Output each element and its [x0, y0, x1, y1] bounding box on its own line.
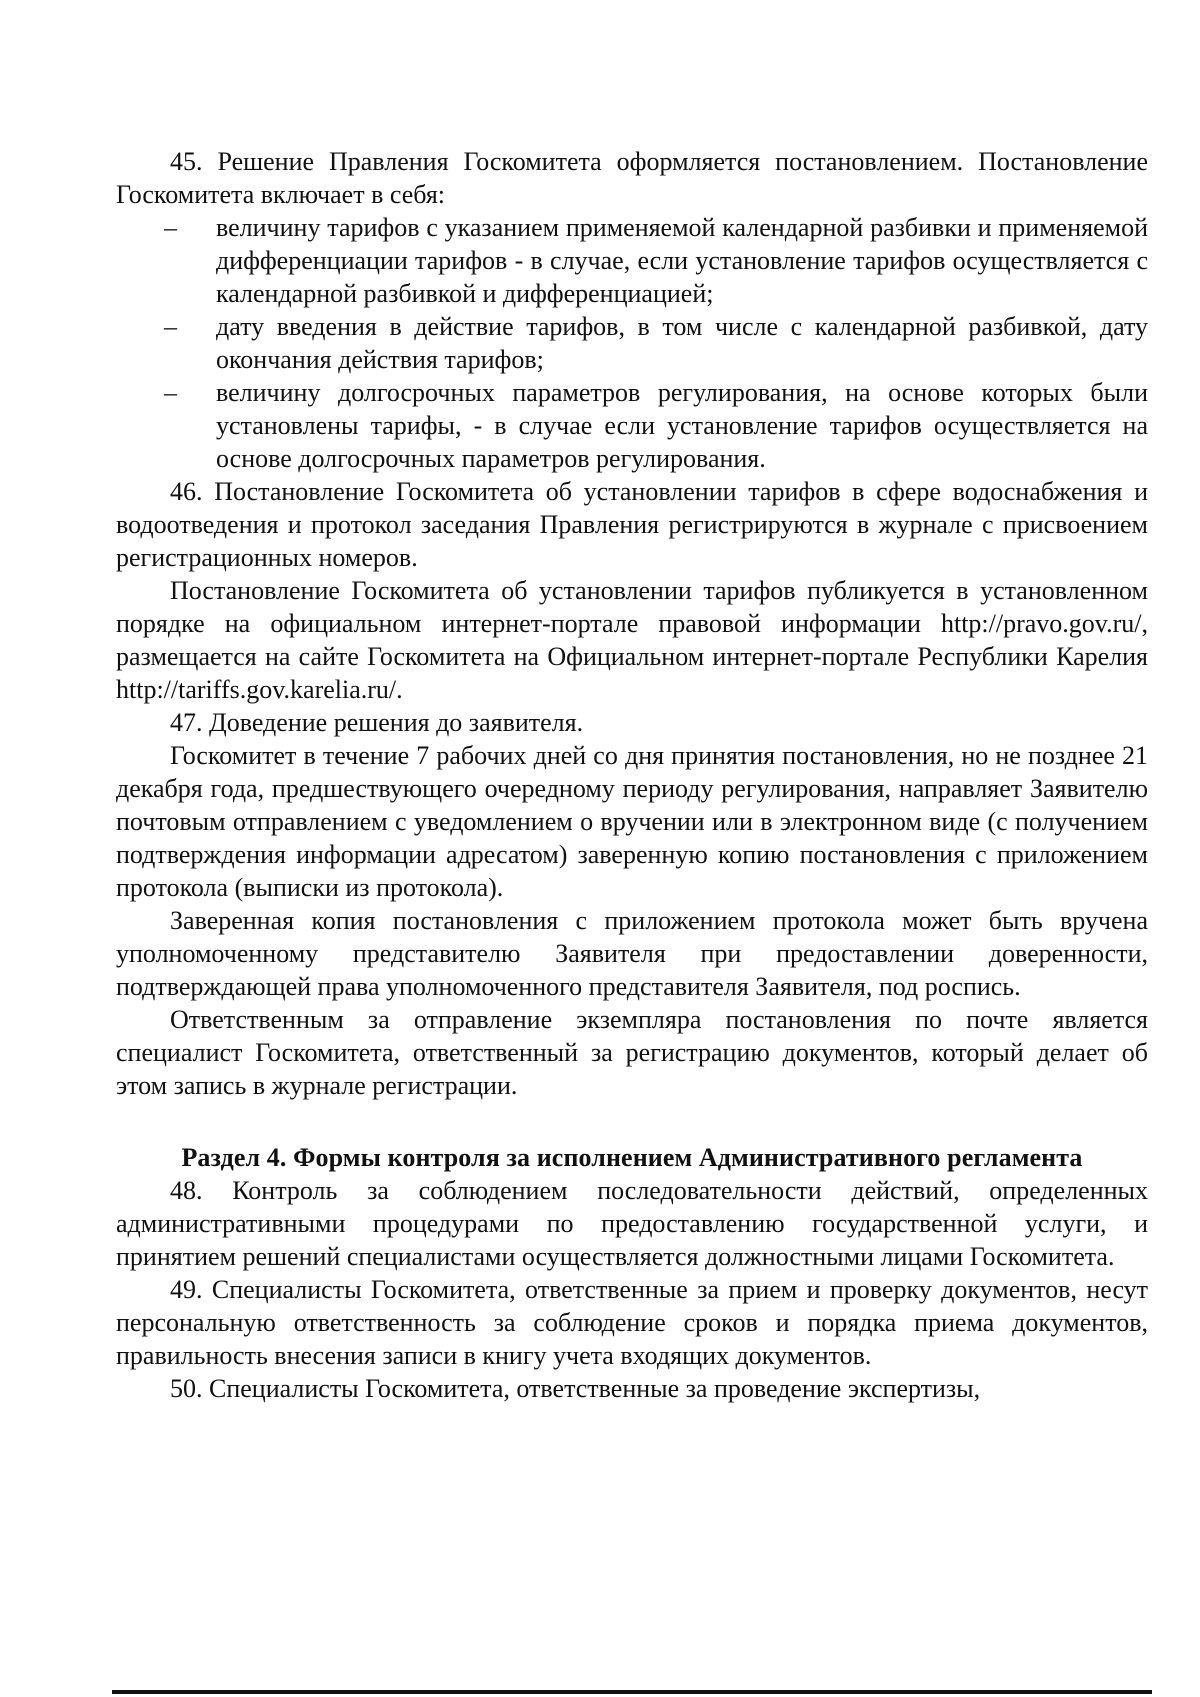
- dash-marker: –: [164, 312, 177, 341]
- paragraph-number: 49.: [170, 1275, 203, 1304]
- paragraph-number: 46.: [170, 477, 203, 506]
- paragraph-text: Доведение решения до заявителя.: [209, 708, 584, 737]
- section-4-title: Раздел 4. Формы контроля за исполнением Административного регламента: [181, 1143, 1083, 1172]
- paragraph-47-responsible: Ответственным за отправление экземпляра постановления по почте является специалист Госкомитета, ответственный за регистрацию документов, который делает об этом запись в журнале регистрации.: [116, 1005, 1148, 1100]
- footer-rule: [112, 1690, 1152, 1694]
- paragraph-46-publication: Постановление Госкомитета об установлении тарифов публикуется в установленном порядке на официальном интернет-портале правовой информации http://pravo.gov.ru/, размещается на сайте Госкомитета на Официальном интернет-портале Республики Карелия http://tariffs.gov.karelia.ru/.: [116, 576, 1148, 704]
- paragraph-48: [116, 1174, 1148, 1273]
- list-item: [116, 211, 1148, 310]
- paragraph-47-copy: Заверенная копия постановления с приложением протокола может быть вручена уполномоченному представителю Заявителя при предоставлении доверенности, подтверждающей права уполномоченного представителя Заявителя, под роспись.: [116, 906, 1148, 1001]
- list-item: [116, 376, 1148, 475]
- list-item-text: величину долгосрочных параметров регулирования, на основе которых были установлены тарифы, - в случае если установление тарифов осуществляется на основе долгосрочных параметров регулирования.: [216, 378, 1148, 473]
- paragraph-number: 50.: [170, 1374, 203, 1403]
- paragraph-47-delivery: Госкомитет в течение 7 рабочих дней со дня принятия постановления, но не позднее 21 декабря года, предшествующего очередному периоду регулирования, направляет Заявителю почтовым отправлением с уведомлением о вручении или в электронном виде (с получением подтверждения информации адресатом) заверенную копию постановления с приложением протокола (выписки из протокола).: [116, 741, 1148, 902]
- list-item-text: дату введения в действие тарифов, в том числе с календарной разбивкой, дату окончания действия тарифов;: [216, 312, 1148, 374]
- paragraph-50: [116, 1372, 1148, 1405]
- dash-marker: –: [164, 213, 177, 242]
- paragraph-45: [116, 145, 1148, 211]
- paragraph-text: Решение Правления Госкомитета оформляется постановлением. Постановление Госкомитета включает в себя:: [116, 147, 1149, 209]
- paragraph-text: Специалисты Госкомитета, ответственные за прием и проверку документов, несут персональную ответственность за соблюдение сроков и порядка приема документов, правильность внесения записи в книгу учета входящих документов.: [116, 1275, 1149, 1370]
- paragraph-number: 47.: [170, 708, 203, 737]
- paragraph-text: Постановление Госкомитета об установлении тарифов в сфере водоснабжения и водоотведения и протокол заседания Правления регистрируются в журнале с присвоением регистрационных номеров.: [116, 477, 1148, 572]
- paragraph-46: [116, 475, 1148, 574]
- paragraph-text: Специалисты Госкомитета, ответственные за проведение экспертизы,: [209, 1374, 981, 1403]
- paragraph-text: Контроль за соблюдением последовательности действий, определенных административными процедурами по предоставлению государственной услуги, и принятием решений специалистами осуществляется должностными лицами Госкомитета.: [116, 1176, 1148, 1271]
- bullet-list: [116, 211, 1148, 475]
- paragraph-47: [116, 706, 1148, 739]
- paragraph-number: 45.: [170, 147, 203, 176]
- paragraph-number: 48.: [170, 1176, 203, 1205]
- list-item: [116, 310, 1148, 376]
- dash-marker: –: [164, 378, 177, 407]
- document-page: [116, 145, 1148, 1405]
- paragraph-49: [116, 1273, 1148, 1372]
- list-item-text: величину тарифов с указанием применяемой календарной разбивки и применяемой дифференциации тарифов - в случае, если установление тарифов осуществляется с календарной разбивкой и дифференциацией;: [216, 213, 1148, 308]
